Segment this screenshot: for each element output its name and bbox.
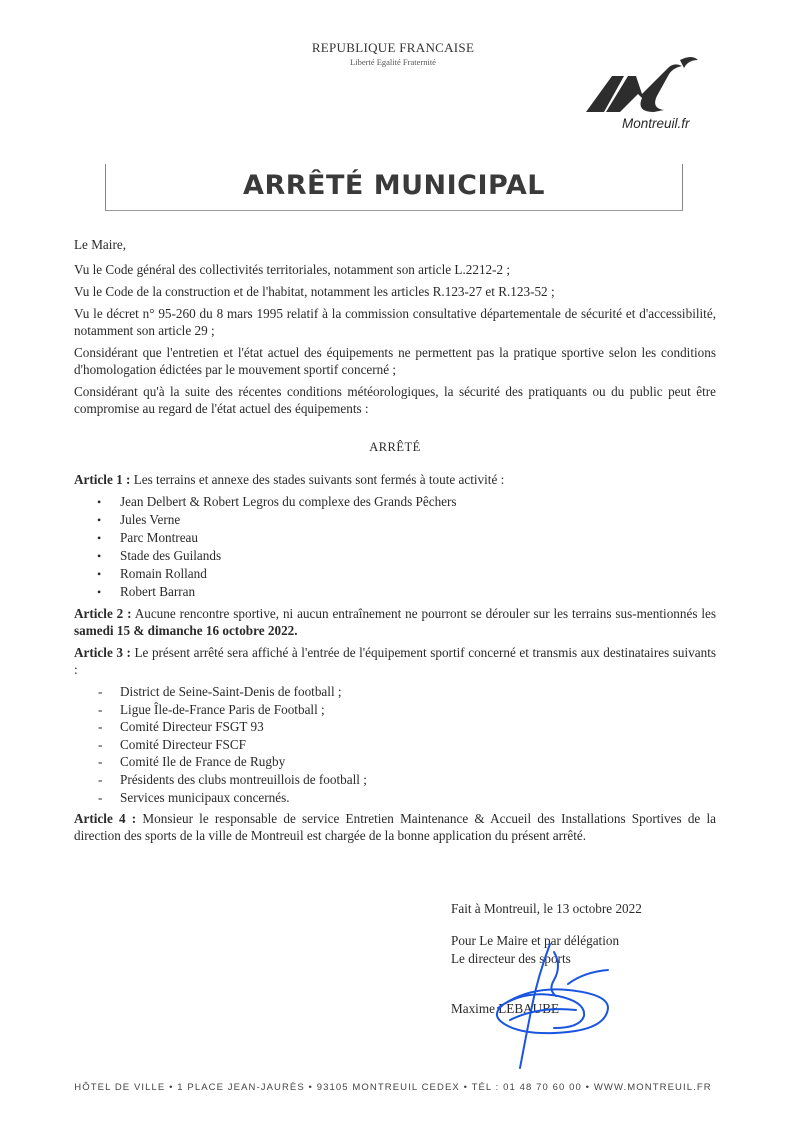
list-item: • Parc Montreau: [74, 529, 716, 547]
logo-text: Montreuil.fr: [622, 116, 690, 131]
article-1-text: Les terrains et annexe des stades suivants sont fermés à toute activité :: [130, 472, 505, 487]
article-3: [74, 644, 716, 678]
considerant-2: Considérant qu'à la suite des récentes conditions météorologiques, la sécurité des pratiquants ou du public peut être compromise au regard de l'état actuel des équipements :: [74, 384, 716, 416]
list-item: • Robert Barran: [74, 583, 716, 601]
list-item: - Comité Directeur FSGT 93: [74, 718, 716, 736]
document-body: [74, 230, 716, 849]
article-1-label: Article 1 :: [74, 472, 131, 487]
article-4-label: Article 4 :: [74, 811, 137, 827]
done-at: Fait à Montreuil, le 13 octobre 2022: [451, 901, 642, 916]
arrete-heading: ARRÊTÉ: [369, 440, 421, 454]
list-item: • Jean Delbert & Robert Legros du complexe des Grands Pêchers: [74, 493, 716, 511]
list-item: - Ligue Île-de-France Paris de Football ;: [74, 701, 716, 719]
list-item: - Présidents des clubs montreuillois de football ;: [74, 771, 716, 789]
article-2-label: Article 2 :: [74, 606, 132, 621]
title-banner: [105, 164, 683, 211]
article-2-dates: samedi 15 & dimanche 16 octobre 2022.: [74, 623, 298, 638]
article-4-text: Monsieur le responsable de service Entretien Maintenance & Accueil des Installations Sportives de la direction des sports de la ville de Montreuil est chargée de la bonne application du présent arrêté.: [74, 811, 716, 844]
intro: Le Maire,: [74, 237, 126, 252]
republic-title: REPUBLIQUE FRANCAISE: [311, 40, 475, 55]
recipient-list: [74, 683, 716, 806]
article-1: [74, 471, 716, 488]
list-item: - Comité Directeur FSCF: [74, 736, 716, 754]
signatory-role: Le directeur des sports: [451, 951, 571, 966]
considerant-1: Considérant que l'entretien et l'état actuel des équipements ne permettent pas la pratique sportive selon les conditions d'homologation édictées par le mouvement sportif concerné ;: [74, 345, 716, 377]
list-item: • Stade des Guilands: [74, 547, 716, 565]
footer-address: HÔTEL DE VILLE • 1 PLACE JEAN-JAURÈS • 93105 MONTREUIL CEDEX • TÉL : 01 48 70 60 00 • WWW.MONTREUIL.FR: [74, 1082, 712, 1093]
article-2: [74, 605, 716, 639]
article-3-text: Le présent arrêté sera affiché à l'entrée de l'équipement sportif concerné et transmis aux destinataires suivants :: [74, 645, 716, 677]
list-item: - Services municipaux concernés.: [74, 789, 716, 807]
article-2-text: Aucune rencontre sportive, ni aucun entraînement ne pourront se dérouler sur les terrains sus-mentionnés les: [131, 606, 716, 621]
list-item: - District de Seine-Saint-Denis de football ;: [74, 683, 716, 701]
list-item: • Romain Rolland: [74, 565, 716, 583]
article-3-label: Article 3 :: [74, 645, 131, 660]
list-item: • Jules Verne: [74, 511, 716, 529]
stadium-list: [74, 493, 716, 601]
signatory-name: Maxime LEBAUBE: [451, 1001, 560, 1016]
republic-motto: Liberté Egalité Fraternité: [350, 57, 436, 67]
vu-clause-2: Vu le Code de la construction et de l'habitat, notamment les articles R.123-27 et R.123-52 ;: [74, 284, 555, 299]
delegation: Pour Le Maire et par délégation: [451, 933, 620, 948]
vu-clause-1: Vu le Code général des collectivités territoriales, notamment son article L.2212-2 ;: [74, 262, 511, 277]
vu-clause-3: Vu le décret n° 95-260 du 8 mars 1995 relatif à la commission consultative départementale de sécurité et d'accessibilité, notamment son article 29 ;: [74, 306, 716, 338]
document-title: ARRÊTÉ MUNICIPAL: [243, 170, 545, 201]
handwritten-signature: [458, 936, 628, 1076]
article-4: [74, 810, 716, 844]
list-item: - Comité Ile de France de Rugby: [74, 753, 716, 771]
